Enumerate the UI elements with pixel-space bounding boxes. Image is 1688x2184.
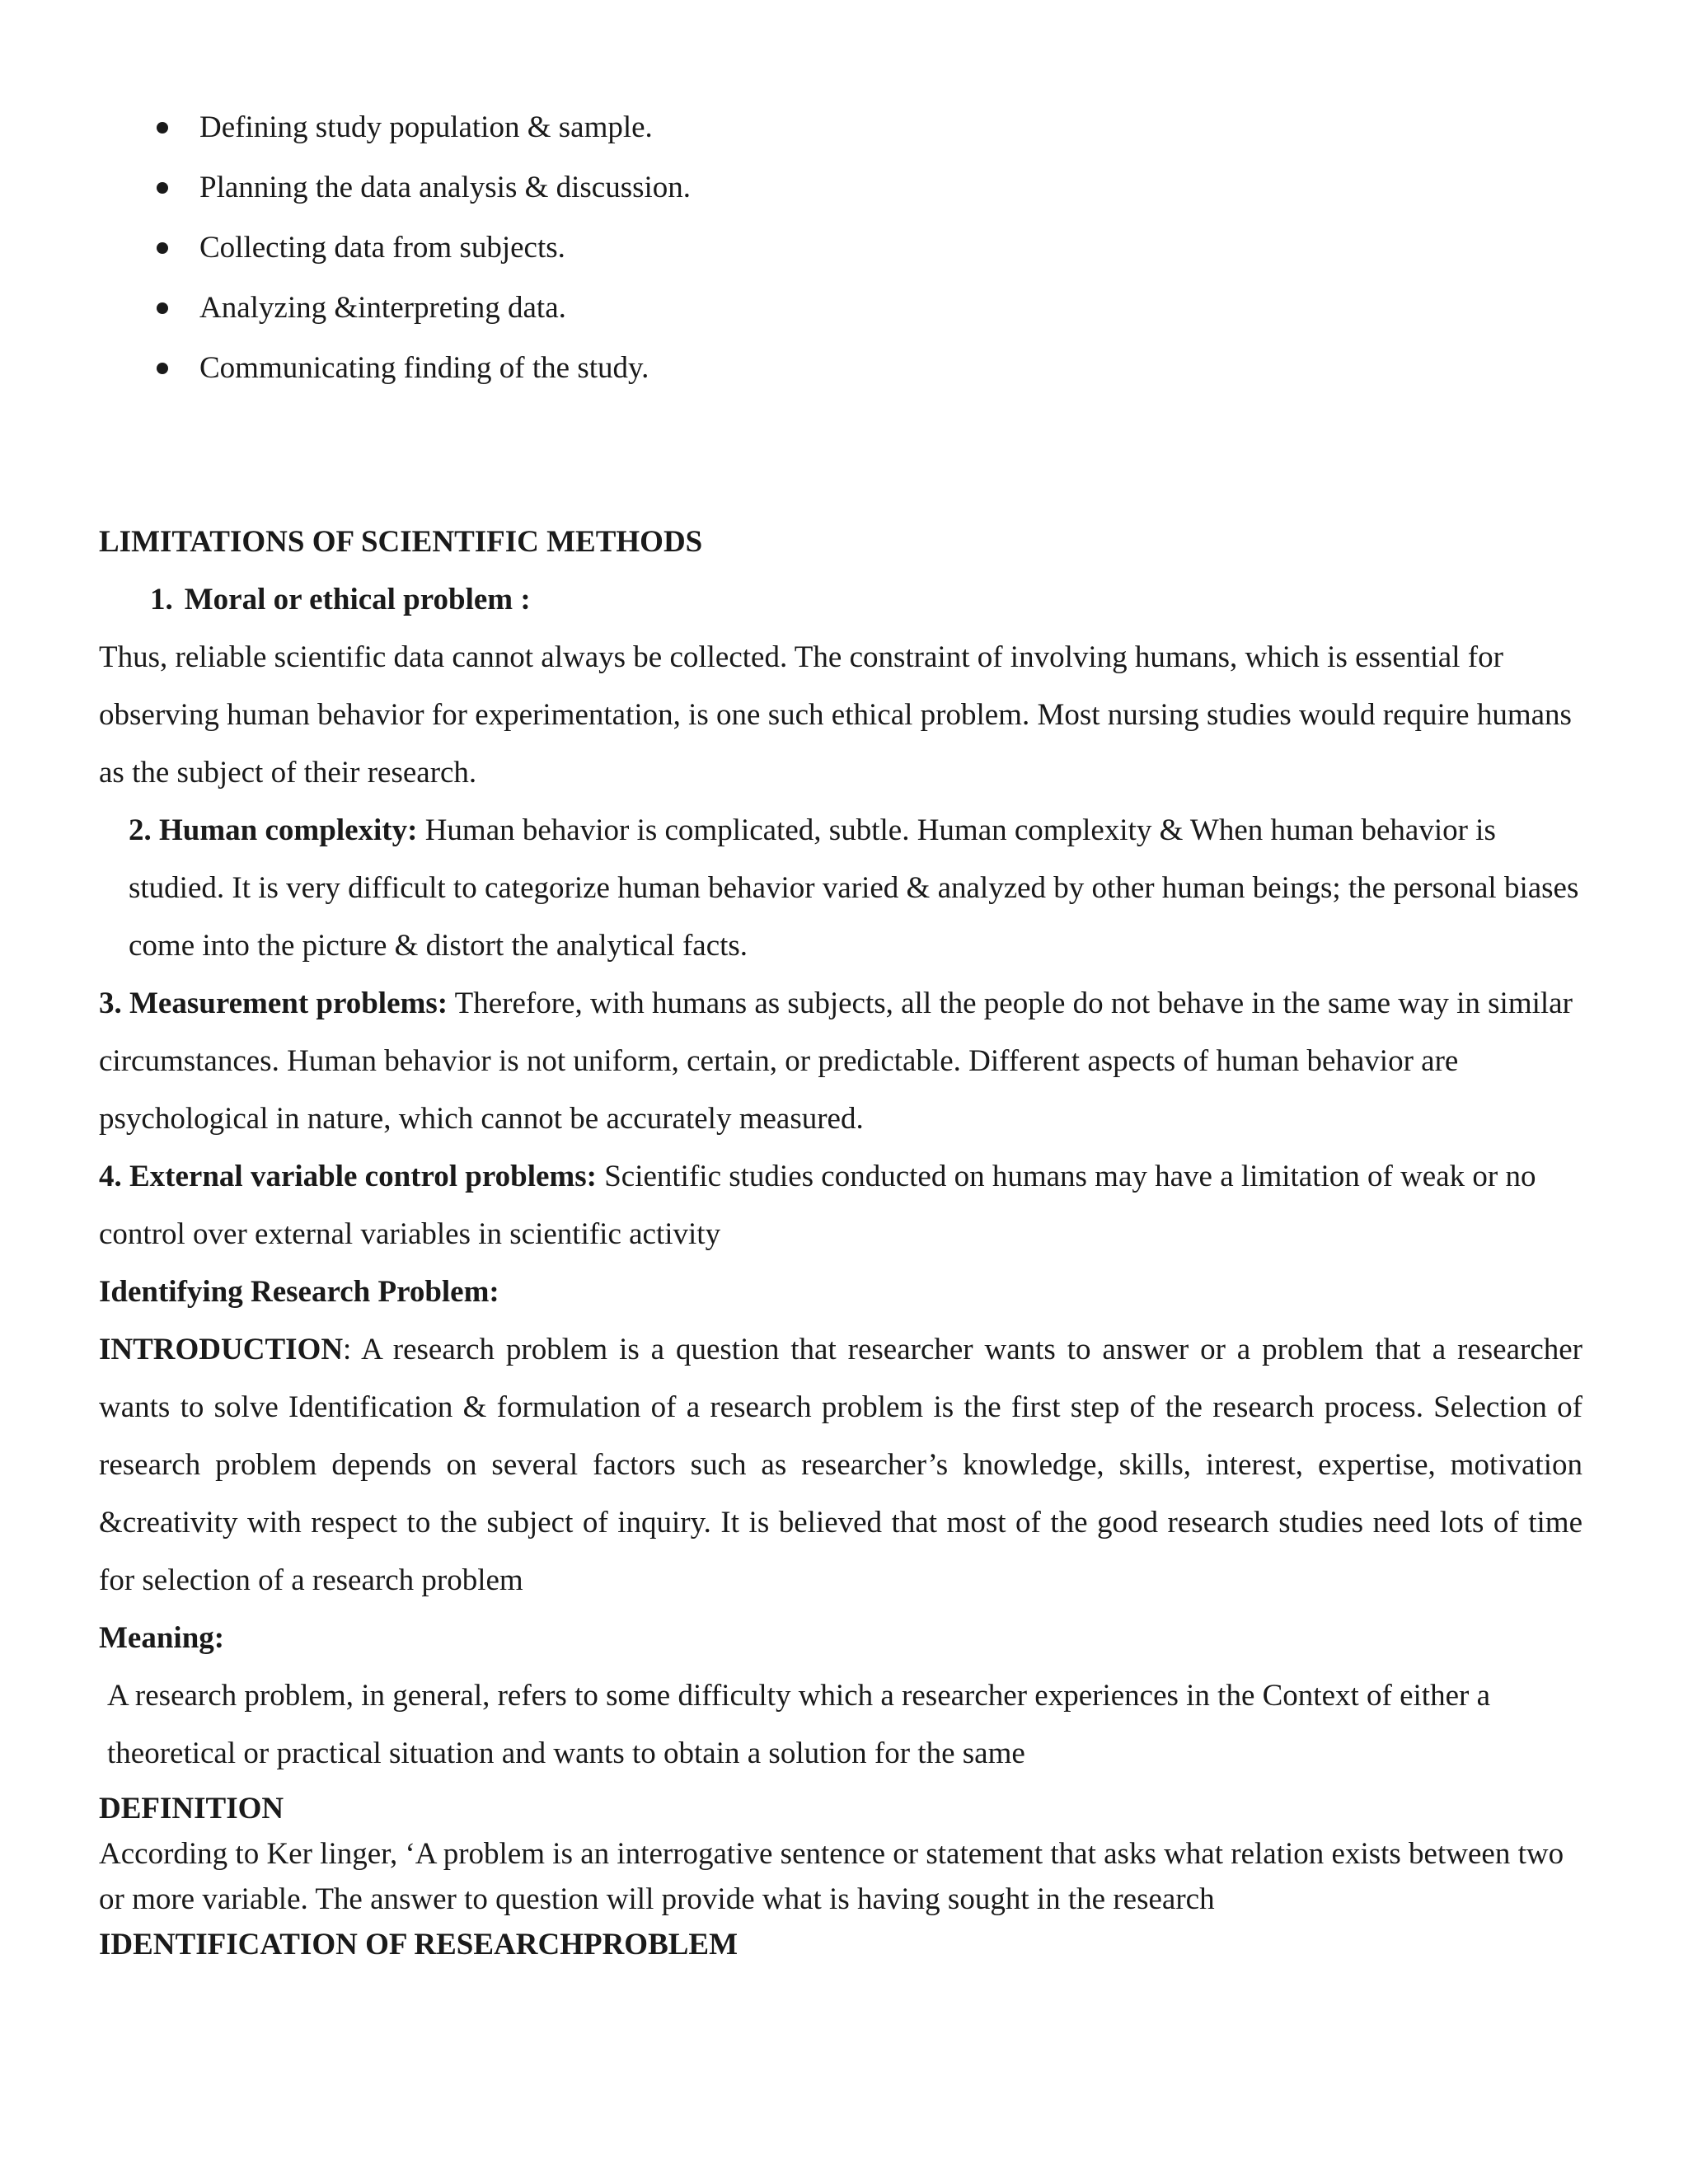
- limitation-4-text: Scientific studies conducted on humans may have a limitation of weak or no control over external variables in scientific activity: [99, 1160, 1536, 1251]
- meaning-text: A research problem, in general, refers to some difficulty which a researcher experiences in the Context of either a theoretical or practical situation and wants to obtain a solution for the same: [107, 1679, 1491, 1770]
- limitation-2-text: Human behavior is complicated, subtle. Human complexity & When human behavior is studied. It is very difficult to categorize human behavior varied & analyzed by other human beings; the personal biases come into the picture & distort the analytical facts.: [129, 813, 1579, 963]
- limitations-heading: LIMITATIONS OF SCIENTIFIC METHODS: [99, 525, 703, 559]
- limitation-2: [99, 802, 1582, 975]
- meaning-heading: Meaning:: [99, 1621, 225, 1655]
- research-problem-heading: Identifying Research Problem:: [99, 1275, 499, 1309]
- bullet-dot-icon: [157, 363, 168, 374]
- limitation-1-title: 1. Moral or ethical problem :: [150, 583, 531, 616]
- identification-heading: IDENTIFICATION OF RESEARCHPROBLEM: [99, 1928, 738, 1961]
- document-page: [99, 97, 1582, 1967]
- limitation-3: [99, 975, 1582, 1148]
- definition-heading: DEFINITION: [99, 1792, 284, 1825]
- limitation-3-title: 3. Measurement problems:: [99, 987, 448, 1020]
- list-item: Collecting data from subjects.: [99, 218, 1582, 278]
- list-item: Communicating finding of the study.: [99, 338, 1582, 398]
- limitation-1-text: Thus, reliable scientific data cannot always be collected. The constraint of involving humans, which is essential for observing human behavior for experimentation, is one such ethical problem. Most nursing studies would require humans as the subject of their research.: [99, 640, 1572, 790]
- introduction-paragraph: [99, 1321, 1582, 1610]
- introduction-text: : A research problem is a question that researcher wants to answer or a problem that a researcher wants to solve Identification & formulation of a research problem is the first step of the research process. Selection of research problem depends on several factors such as researcher’s knowledge, skills, interest, expertise, motivation &creativity with respect to the subject of inquiry. It is believed that most of the good research studies need lots of time for selection of a research problem: [99, 1333, 1582, 1597]
- section-spacer: [99, 398, 1582, 513]
- bullet-dot-icon: [157, 182, 168, 194]
- list-item: Defining study population & sample.: [99, 97, 1582, 157]
- bullet-dot-icon: [157, 122, 168, 134]
- bullet-dot-icon: [157, 302, 168, 314]
- bullet-dot-icon: [157, 242, 168, 254]
- limitation-3-text: Therefore, with humans as subjects, all the people do not behave in the same way in similar circumstances. Human behavior is not uniform, certain, or predictable. Different aspects of human behavior are psychological in nature, which cannot be accurately measured.: [99, 987, 1573, 1136]
- list-item: Analyzing &interpreting data.: [99, 278, 1582, 338]
- definition-text: According to Ker linger, ‘A problem is an interrogative sentence or statement that asks what relation exists between two or more variable. The answer to question will provide what is having sought in the research: [99, 1837, 1564, 1916]
- introduction-label: INTRODUCTION: [99, 1333, 344, 1366]
- limitation-4: [99, 1148, 1582, 1263]
- limitation-2-title: 2. Human complexity:: [129, 813, 418, 847]
- limitation-4-title: 4. External variable control problems:: [99, 1160, 597, 1193]
- list-item: Planning the data analysis & discussion.: [99, 157, 1582, 218]
- steps-bullet-list: [99, 97, 1582, 398]
